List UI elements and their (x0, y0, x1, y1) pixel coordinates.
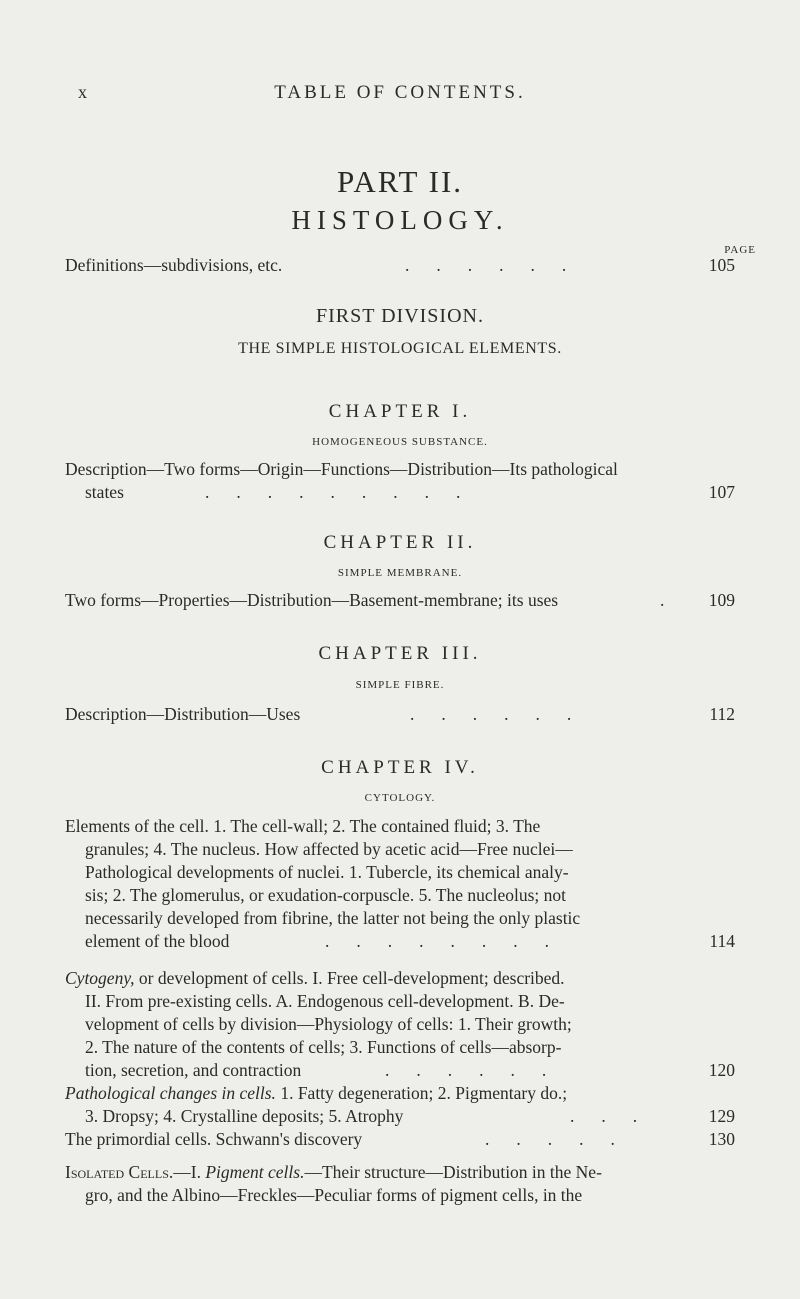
entry-page: 129 (708, 1106, 735, 1126)
entry-page: 105 (708, 255, 735, 275)
entry-line: element of the blood (85, 931, 230, 951)
chapter-title: CHAPTER I. (328, 401, 472, 422)
entry-line: states (85, 482, 124, 502)
entry-line: Description—Distribution—Uses (65, 704, 301, 724)
entry-label: Isolated Cells. (65, 1162, 174, 1182)
division-subtitle: THE SIMPLE HISTOLOGICAL ELEMENTS. (238, 340, 562, 357)
chapter-subtitle: CYTOLOGY. (364, 792, 436, 804)
toc-entry-chapter-2: Two forms—Properties—Distribution—Basement-membrane; its uses . 109 (65, 590, 735, 610)
chapter-subtitle: HOMOGENEOUS SUBSTANCE. (312, 436, 488, 448)
entry-line: —Their structure—Distribution in the Ne- (304, 1162, 602, 1182)
entry-line: Elements of the cell. 1. The cell-wall; 2. The contained fluid; 3. The (65, 816, 541, 836)
entry-italic: Pigment cells. (205, 1162, 305, 1182)
entry-line: The primordial cells. Schwann's discovery (65, 1129, 363, 1149)
entry-text: Definitions—subdivisions, etc. (65, 255, 283, 275)
toc-entry-definitions: Definitions—subdivisions, etc. ...... 105 (65, 255, 735, 275)
part-title: PART II. (336, 164, 464, 199)
chapter-subtitle: SIMPLE FIBRE. (355, 679, 445, 691)
entry-line: Description—Two forms—Origin—Functions—Distribution—Its pathological (65, 459, 618, 479)
entry-line: or development of cells. I. Free cell-development; described. (134, 968, 565, 988)
toc-entry-chapter-1: Description—Two forms—Origin—Functions—Distribution—Its pathological states ......... 107 (65, 459, 735, 502)
entry-line: gro, and the Albino—Freckles—Peculiar forms of pigment cells, in the (85, 1185, 583, 1205)
chapter-title: CHAPTER II. (323, 532, 477, 553)
chapter-title: CHAPTER III. (318, 643, 482, 664)
entry-page: 130 (708, 1129, 735, 1149)
entry-line: Pathological developments of nuclei. 1. Tubercle, its chemical analy- (85, 862, 569, 882)
entry-page: 109 (708, 590, 735, 610)
entry-line: 3. Dropsy; 4. Crystalline deposits; 5. Atrophy (85, 1106, 404, 1126)
toc-entry-cytogeny: Cytogeny, or development of cells. I. Free cell-development; described. II. From pre-existing cells. A. Endogenous cell-development. B. De- velopment of cells by division—Physiology of cells: 1. Their growth; 2. The nature of the contents of cells; 3. Functions of cells—absorp- tion, secretion, and contraction ...... 120 (65, 968, 735, 1080)
chapter-subtitle: SIMPLE MEMBRANE. (337, 567, 463, 579)
page-column-label: PAGE (724, 244, 756, 256)
toc-entry-cell-elements: Elements of the cell. 1. The cell-wall; 2. The contained fluid; 3. The granules; 4. The nucleus. How affected by acetic acid—Free nuclei— Pathological developments of nuclei. 1. Tubercle, its chemical analy- sis; 2. The glomerulus, or exudation-corpuscle. 5. The nucleolus; not necessarily developed from fibrine, the latter not being the only plastic element of the blood ........ 114 (65, 816, 735, 951)
toc-entry-chapter-3: Description—Distribution—Uses ...... 112 (65, 704, 735, 724)
part-subtitle: HISTOLOGY. (291, 205, 509, 235)
toc-entry-isolated-cells (65, 1161, 735, 1207)
entry-line: 2. The nature of the contents of cells; 3. Functions of cells—absorp- (85, 1037, 562, 1057)
entry-line: necessarily developed from fibrine, the latter not being the only plastic (85, 908, 581, 928)
entry-line: Two forms—Properties—Distribution—Basement-membrane; its uses (65, 590, 559, 610)
entry-label: Pathological changes in cells. (65, 1083, 276, 1103)
entry-page: 114 (709, 931, 735, 951)
toc-entry-pathological: Pathological changes in cells. 1. Fatty degeneration; 2. Pigmentary do.; 3. Dropsy; 4. Crystalline deposits; 5. Atrophy ... 129 (65, 1083, 735, 1126)
entry-line: II. From pre-existing cells. A. Endogenous cell-development. B. De- (85, 991, 565, 1011)
entry-page: 120 (708, 1060, 735, 1080)
entry-line: 1. Fatty degeneration; 2. Pigmentary do.; (275, 1083, 568, 1103)
running-title: TABLE OF CONTENTS. (274, 82, 526, 103)
entry-text: —I. (173, 1162, 206, 1182)
entry-page: 112 (709, 704, 735, 724)
entry-line: velopment of cells by division—Physiology of cells: 1. Their growth; (85, 1014, 572, 1034)
entry-line: tion, secretion, and contraction (85, 1060, 302, 1080)
division-title: FIRST DIVISION. (316, 305, 484, 327)
entry-label: Cytogeny, (65, 968, 135, 988)
entry-page: 107 (708, 482, 735, 502)
page-numeral: x (78, 82, 88, 102)
running-head (0, 82, 800, 106)
entry-line: granules; 4. The nucleus. How affected by acetic acid—Free nuclei— (85, 839, 573, 859)
toc-entry-primordial: The primordial cells. Schwann's discovery ..... 130 (65, 1129, 735, 1149)
chapter-title: CHAPTER IV. (321, 757, 479, 778)
entry-line: sis; 2. The glomerulus, or exudation-corpuscle. 5. The nucleolus; not (85, 885, 567, 905)
